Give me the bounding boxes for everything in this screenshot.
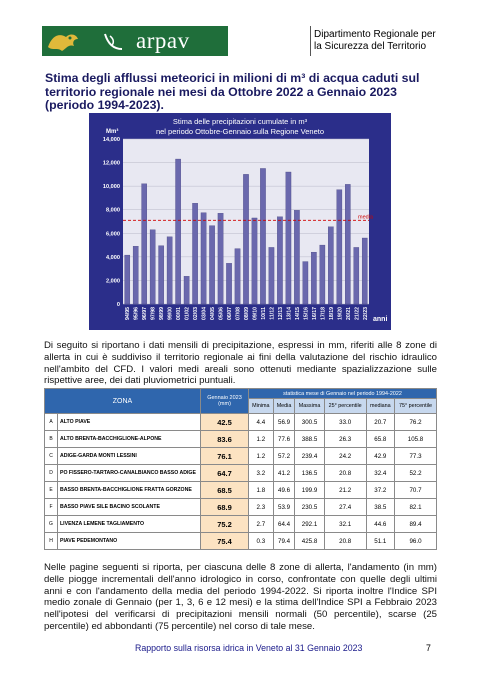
table-row (45, 414, 437, 431)
chart-title-line-2: nel periodo Ottobre-Gennaio sulla Regione Veneto (155, 127, 325, 136)
lion-icon (46, 29, 80, 53)
mean-reference-label: media (358, 214, 373, 221)
x-tick-label: 03/04 (201, 307, 208, 320)
zone-name: BASSO BRENTA-BACCHIGLIONE FRATTA GORZONE (58, 482, 201, 499)
department-line-1: Dipartimento Regionale per (314, 29, 436, 40)
january-2023-value: 64.7 (201, 465, 249, 482)
x-tick-label: 13/14 (286, 307, 293, 320)
x-tick-label: 01/02 (184, 307, 191, 320)
department-line-2: la Sicurezza del Territorio (314, 41, 427, 52)
table-row (45, 482, 437, 499)
chart-title-line-1: Stima delle precipitazioni cumulate in m³ (172, 117, 308, 126)
stat-value: 0.3 (249, 533, 274, 550)
x-tick-label: 05/06 (218, 307, 225, 320)
january-2023-value: 75.2 (201, 516, 249, 533)
x-tick-label: 20/21 (345, 307, 352, 320)
page-header (42, 26, 438, 56)
bar-00-01 (176, 159, 181, 304)
x-tick-label: 00/01 (176, 307, 183, 320)
intro-paragraph: Di seguito si riportano i dati mensili di precipitazione, espressi in mm, riferiti alle 8 zone di allerta in cui è suddiviso il territorio regionale ai fini della valutazione del rischio idraulico nell'ambito del CFD. I valori medi areali sono ottenuti mediante spazializzazione sulle rispettive aree, dei dati pluviometrici puntuali. (44, 340, 437, 387)
january-2023-value: 68.9 (201, 499, 249, 516)
footer-text: Rapporto sulla risorsa idrica in Veneto al 31 Gennaio 2023 (135, 643, 363, 653)
zone-name: ADIGE-GARDA MONTI LESSINI (58, 448, 201, 465)
january-2023-header: Gennaio 2023 (mm) (201, 389, 249, 414)
zone-letter: G (45, 516, 58, 533)
closing-paragraph: Nelle pagine seguenti si riporta, per ciascuna delle 8 zone di allerta, l'andamento (in mm) delle piogge incrementali dell'anno idrologico in corso, confrontate con quelle degli ultimi anni e con l'andamento della media del periodo 1994-2022. Si riporta inoltre l'Indice SPI medio zonale di Gennaio (per 1, 3, 6 e 12 mesi) e la stima dell'Indice SPI a Febbraio 2023 nell'ipotesi del verificarsi di precipitazioni mensili normali (50 percentile), scarse (25 percentile) ed abbondanti (75 percentile) nel corso di tale mese. (44, 562, 437, 632)
stat-value: 32.4 (366, 465, 394, 482)
stat-value: 53.9 (273, 499, 295, 516)
x-tick-label: 17/18 (320, 307, 327, 320)
y-tick-label: 10,000 (102, 184, 120, 191)
bar-97-98 (150, 230, 155, 304)
stat-value: 1.2 (249, 431, 274, 448)
zone-name: ALTO PIAVE (58, 414, 201, 431)
y-tick-label: 14,000 (102, 137, 120, 143)
x-tick-label: 22/23 (362, 307, 369, 320)
zone-letter: C (45, 448, 58, 465)
zone-name: PO FISSERO-TARTARO-CANALBIANCO BASSO ADIGE (58, 465, 201, 482)
zone-name: LIVENZA LEMENE TAGLIAMENTO (58, 516, 201, 533)
stat-value: 77.3 (394, 448, 436, 465)
bar-17-18 (320, 245, 325, 304)
bar-04-05 (209, 226, 214, 304)
x-axis-label: anni (373, 316, 388, 323)
x-tick-label: 16/17 (311, 307, 318, 320)
stat-value: 82.1 (394, 499, 436, 516)
bar-07-08 (235, 249, 240, 304)
x-tick-label: 98/99 (159, 307, 166, 320)
x-tick-label: 02/03 (193, 307, 200, 320)
zone-name: ALTO BRENTA-BACCHIGLIONE-ALPONE (58, 431, 201, 448)
y-tick-label: 6,000 (106, 231, 120, 238)
stat-value: 21.2 (324, 482, 366, 499)
y-tick-label: 2,000 (106, 278, 120, 285)
january-2023-value: 83.6 (201, 431, 249, 448)
stat-value: 388.5 (295, 431, 324, 448)
x-tick-label: 95/96 (133, 307, 140, 320)
y-tick-label: 12,000 (102, 160, 120, 167)
bar-98-99 (159, 246, 164, 304)
y-tick-label: 8,000 (106, 207, 120, 214)
bar-19-20 (337, 190, 342, 304)
stat-value: 199.9 (295, 482, 324, 499)
stat-value: 32.1 (324, 516, 366, 533)
stat-value: 89.4 (394, 516, 436, 533)
precipitation-bar-chart (89, 113, 391, 330)
precipitation-table (44, 388, 437, 550)
bar-05-06 (218, 213, 223, 304)
x-tick-label: 04/05 (210, 307, 217, 320)
y-tick-label: 0 (116, 302, 120, 308)
zone-letter: A (45, 414, 58, 431)
stat-value: 41.2 (273, 465, 295, 482)
x-tick-label: 07/08 (235, 307, 242, 320)
page-number: 7 (426, 643, 431, 653)
stat-value: 230.5 (295, 499, 324, 516)
stat-value: 65.8 (366, 431, 394, 448)
stat-value: 76.2 (394, 414, 436, 431)
zone-name: BASSO PIAVE SILE BACINO SCOLANTE (58, 499, 201, 516)
x-tick-label: 08/09 (244, 307, 250, 320)
bar-12-13 (277, 217, 282, 304)
stat-value: 24.2 (324, 448, 366, 465)
bar-01-02 (184, 276, 189, 304)
stat-value: 136.5 (295, 465, 324, 482)
stat-value: 105.8 (394, 431, 436, 448)
x-tick-label: 19/20 (337, 307, 344, 320)
bar-95-96 (133, 246, 138, 304)
stat-value: 64.4 (273, 516, 295, 533)
stat-value: 37.2 (366, 482, 394, 499)
table-row (45, 448, 437, 465)
stat-value: 425.8 (295, 533, 324, 550)
x-tick-label: 14/15 (294, 307, 301, 320)
column-header: Minima (249, 399, 274, 414)
x-tick-label: 18/19 (328, 307, 335, 320)
stat-value: 20.7 (366, 414, 394, 431)
x-tick-label: 99/00 (167, 307, 174, 320)
x-tick-label: 96/97 (142, 307, 149, 320)
x-tick-label: 15/16 (303, 307, 310, 320)
bar-94-95 (125, 255, 130, 304)
stat-value: 1.8 (249, 482, 274, 499)
stat-value: 96.0 (394, 533, 436, 550)
bar-06-07 (226, 263, 231, 304)
stat-value: 70.7 (394, 482, 436, 499)
department-name (314, 29, 436, 53)
x-tick-label: 06/07 (227, 307, 234, 320)
january-2023-value: 75.4 (201, 533, 249, 550)
x-tick-labels (125, 307, 369, 320)
x-tick-label: 21/22 (354, 307, 361, 320)
bar-15-16 (303, 262, 308, 304)
bar-18-19 (328, 227, 333, 304)
stat-value: 4.4 (249, 414, 274, 431)
stat-value: 56.9 (273, 414, 295, 431)
stat-value: 2.7 (249, 516, 274, 533)
stat-value: 239.4 (295, 448, 324, 465)
x-tick-label: 11/12 (269, 307, 276, 320)
stat-value: 44.6 (366, 516, 394, 533)
stat-value: 38.5 (366, 499, 394, 516)
stat-value: 33.0 (324, 414, 366, 431)
stat-value: 52.2 (394, 465, 436, 482)
january-2023-value: 42.5 (201, 414, 249, 431)
bar-22-23 (362, 238, 367, 304)
bar-21-22 (354, 247, 359, 304)
bar-09-10 (252, 218, 257, 304)
bar-11-12 (269, 247, 274, 304)
x-tick-label: 97/98 (150, 307, 157, 320)
stat-value: 20.8 (324, 465, 366, 482)
logo-text: arpav (136, 28, 190, 53)
stat-value: 42.9 (366, 448, 394, 465)
bar-10-11 (260, 168, 265, 304)
section-title: Stima degli afflussi meteorici in milioni di m³ di acqua caduti sul territorio regionale nei mesi da Ottobre 2022 a Gennaio 2023 (periodo 1994-2023). (45, 71, 420, 112)
zone-letter: H (45, 533, 58, 550)
stat-value: 57.2 (273, 448, 295, 465)
table-row (45, 465, 437, 482)
table-row (45, 516, 437, 533)
column-header: 25° percentile (324, 399, 366, 414)
header-divider (310, 26, 311, 56)
y-tick-label: 4,000 (106, 254, 120, 261)
column-header: Massima (295, 399, 324, 414)
x-tick-label: 12/13 (277, 307, 284, 320)
stat-value: 49.6 (273, 482, 295, 499)
zone-letter: F (45, 499, 58, 516)
x-tick-label: 94/95 (125, 307, 132, 320)
zone-name: PIAVE PEDEMONTANO (58, 533, 201, 550)
bar-99-00 (167, 237, 172, 304)
bar-03-04 (201, 213, 206, 304)
column-header: 75° percentile (394, 399, 436, 414)
stat-value: 27.4 (324, 499, 366, 516)
stat-value: 26.3 (324, 431, 366, 448)
bar-08-09 (243, 174, 248, 304)
bar-14-15 (294, 210, 299, 304)
bar-20-21 (345, 184, 350, 304)
stat-value: 292.1 (295, 516, 324, 533)
table-row (45, 499, 437, 516)
leaf-icon (102, 30, 124, 52)
stat-value: 79.4 (273, 533, 295, 550)
zone-letter: D (45, 465, 58, 482)
bar-16-17 (311, 252, 316, 304)
column-header: Media (273, 399, 295, 414)
zone-header: ZONA (45, 389, 201, 414)
bar-96-97 (142, 184, 147, 304)
bar-13-14 (286, 172, 291, 304)
column-header: mediana (366, 399, 394, 414)
stat-value: 3.2 (249, 465, 274, 482)
stat-value: 1.2 (249, 448, 274, 465)
stat-value: 77.6 (273, 431, 295, 448)
stat-value: 51.1 (366, 533, 394, 550)
table-row (45, 431, 437, 448)
arpav-logo (42, 26, 228, 56)
statistics-band-header: statistica mese di Gennaio nel periodo 1994-2022 (249, 389, 437, 399)
zone-letter: E (45, 482, 58, 499)
y-axis-unit: Mm³ (106, 129, 119, 135)
stat-value: 2.3 (249, 499, 274, 516)
stat-value: 300.5 (295, 414, 324, 431)
x-tick-label: 09/10 (252, 307, 259, 320)
bar-02-03 (192, 203, 197, 304)
january-2023-value: 76.1 (201, 448, 249, 465)
x-tick-label: 10/11 (260, 307, 267, 320)
zone-letter: B (45, 431, 58, 448)
table-row (45, 533, 437, 550)
january-2023-value: 68.5 (201, 482, 249, 499)
stat-value: 20.8 (324, 533, 366, 550)
